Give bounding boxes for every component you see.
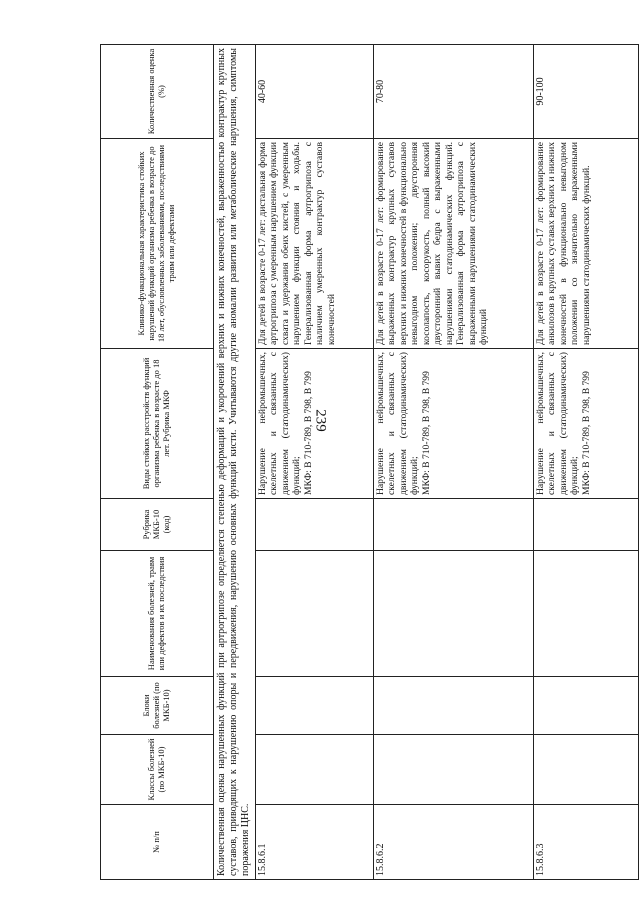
header-number: № п/п [101,805,214,880]
row-code: 15.8.6.2 [373,805,533,880]
disability-criteria-table [100,44,639,880]
empty-cell [533,677,638,735]
header-disease-names: Наименования болезней, травм или дефектов и их последствия [101,551,214,677]
header-icd-code: Рубрика МКБ-10 (код) [101,499,214,551]
empty-cell [373,735,533,805]
row-percent: 40-60 [255,45,373,139]
empty-cell [533,551,638,677]
header-clinical-description: Клинико-функциональная характеристика стойких нарушений функций организма ребенка в возрасте до 18 лет, обусловленных заболеваниями, последствиями травм или дефектами [101,139,214,349]
table-row [255,45,373,880]
empty-cell [533,499,638,551]
intro-text: Количественная оценка нарушенных функций при артрогрипозе определяется степенью деформаций и укорочений верхних и нижних конечностей, выраженностью контрактур крупных суставов, приводящих к нарушению опоры и передвижения, нарушению основных функций кисти. Учитываются другие аномалии развития или метаболические нарушения, симптомы поражения ЦНС. [214,45,256,880]
empty-cell [373,677,533,735]
row-clinical-description: Для детей в возрасте 0-17 лет: формирование анкилозов в крупных суставах верхних и нижних конечностей в функционально невыгодном положении со значительно выраженными нарушениями статодинамических функций. [533,139,638,349]
empty-cell [533,735,638,805]
intro-row [214,45,256,880]
rotated-table-container [100,45,635,880]
header-disorder-types: Виды стойких расстройств функций организма ребенка в возрасте до 18 лет. Рубрика МКФ [101,349,214,499]
row-clinical-description: Для детей в возрасте 0-17 лет: формирование выраженных контрактур крупных суставов верхних и нижних конечностей в функционально невыгодном положении; двусторонняя косолапость, косорукость, полный высокий двусторонний вывих бедра с выраженными нарушениями статодинамических функций. Генерализованная форма артрогрипоза с выраженными нарушениями статодинамических функций [373,139,533,349]
empty-cell [255,677,373,735]
row-code: 15.8.6.1 [255,805,373,880]
empty-cell [255,735,373,805]
header-quantitative-assessment: Количественная оценка (%) [101,45,214,139]
row-disorder-types: Нарушение нейромышечных, скелетных и связанных с движением (статодинамических) функций; МКФ: B 710-789, B 798, B 799 [255,349,373,499]
empty-cell [373,499,533,551]
header-row [101,45,214,880]
row-disorder-types: Нарушение нейромышечных, скелетных и связанных с движением (статодинамических) функций; МКФ: B 710-789, B 798, B 799 [533,349,638,499]
table-row [533,45,638,880]
empty-cell [255,551,373,677]
row-percent: 70-80 [373,45,533,139]
table-row [373,45,533,880]
header-disease-classes: Классы болезней (по МКБ-10) [101,735,214,805]
header-disease-blocks: Блоки болезней (по МКБ-10) [101,677,214,735]
row-percent: 90-100 [533,45,638,139]
row-code: 15.8.6.3 [533,805,638,880]
empty-cell [255,499,373,551]
empty-cell [373,551,533,677]
row-disorder-types: Нарушение нейромышечных, скелетных и связанных с движением (статодинамических) функций; МКФ: B 710-789, B 798, B 799 [373,349,533,499]
row-clinical-description: Для детей в возрасте 0-17 лет: дистальная форма артрогрипоза с умеренным нарушением функции схвата и удержания обеих кистей, с умеренным нарушением функции стояния и ходьбы. Генерализованная форма артрогрипоза с наличием умеренных контрактур суставов конечностей [255,139,373,349]
page-number: 239 [312,409,329,432]
